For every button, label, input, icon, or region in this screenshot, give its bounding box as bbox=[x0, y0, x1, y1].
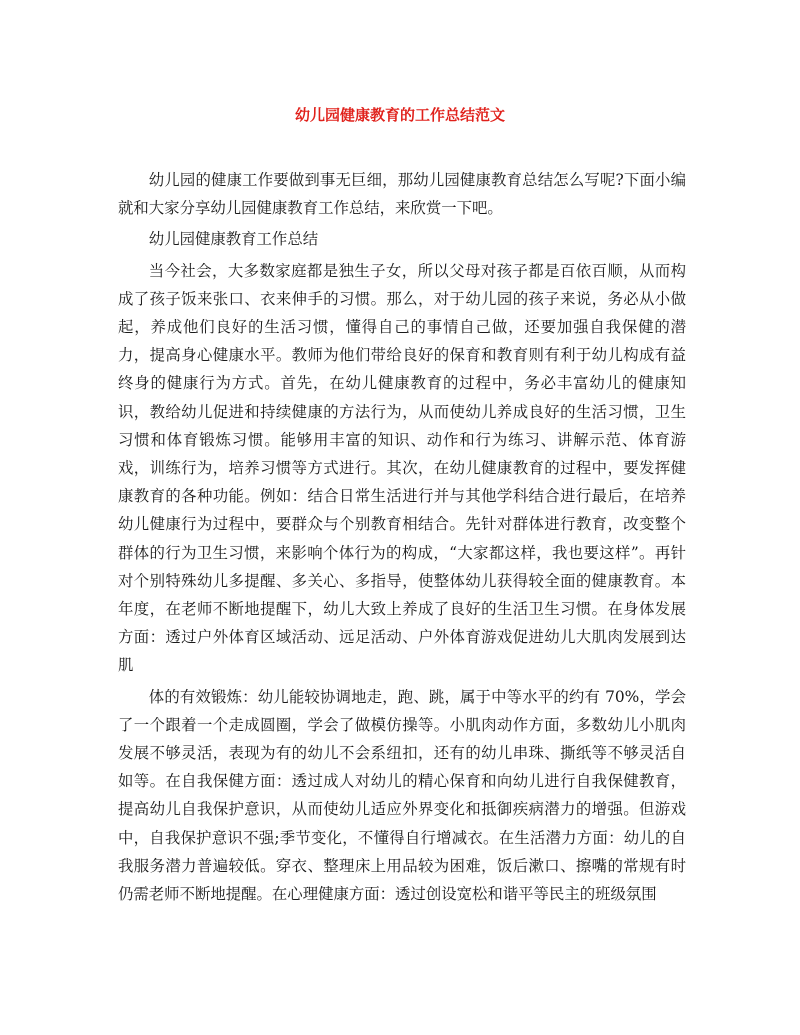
body-paragraph-1: 当今社会，大多数家庭都是独生子女，所以父母对孩子都是百依百顺，从而构成了孩子饭来张口、衣来伸手的习惯。那么，对于幼儿园的孩子来说，务必从小做起，养成他们良好的生活习惯，懂得自己的事情自己做，还要加强自我保健的潜力，提高身心健康水平。教师为他们带给良好的保育和教育则有利于幼儿构成有益终身的健康行为方式。首先，在幼儿健康教育的过程中，务必丰富幼儿的健康知识，教给幼儿促进和持续健康的方法行为，从而使幼儿养成良好的生活习惯，卫生习惯和体育锻炼习惯。能够用丰富的知识、动作和行为练习、讲解示范、体育游戏，训练行为，培养习惯等方式进行。其次，在幼儿健康教育的过程中，要发挥健康教育的各种功能。例如：结合日常生活进行并与其他学科结合进行最后，在培养幼儿健康行为过程中，要群众与个别教育相结合。先针对群体进行教育，改变整个群体的行为卫生习惯，来影响个体行为的构成，“大家都这样，我也要这样”。再针对个别特殊幼儿多提醒、多关心、多指导，使整体幼儿获得较全面的健康教育。本年度，在老师不断地提醒下，幼儿大致上养成了良好的生活卫生习惯。在身体发展方面：透过户外体育区域活动、远足活动、户外体育游戏促进幼儿大肌肉发展到达肌 bbox=[118, 261, 686, 675]
section-heading: 幼儿园健康教育工作总结 bbox=[148, 230, 319, 249]
document-body bbox=[118, 166, 686, 908]
intro-paragraph: 幼儿园的健康工作要做到事无巨细，那幼儿园健康教育总结怎么写呢?下面小编就和大家分享幼儿园健康教育工作总结，来欣赏一下吧。 bbox=[118, 171, 686, 218]
document-title: 幼儿园健康教育的工作总结范文 bbox=[294, 106, 505, 124]
body-paragraph-2: 体的有效锻炼：幼儿能较协调地走，跑、跳，属于中等水平的约有 70%，学会了一个跟着一个走成圆圈，学会了做模仿操等。小肌肉动作方面，多数幼儿小肌肉发展不够灵活，表现为有的幼儿不会系纽扣，还有的幼儿串珠、撕纸等不够灵活自如等。在自我保健方面：透过成人对幼儿的精心保育和向幼儿进行自我保健教育，提高幼儿自我保护意识，从而使幼儿适应外界变化和抵御疾病潜力的增强。但游戏中，自我保护意识不强;季节变化，不懂得自行增减衣。在生活潜力方面：幼儿的自我服务潜力普遍较低。穿衣、整理床上用品较为困难，饭后漱口、擦嘴的常规有时仍需老师不断地提醒。在心理健康方面：透过创设宽松和谐平等民主的班级氛围 bbox=[118, 687, 686, 904]
